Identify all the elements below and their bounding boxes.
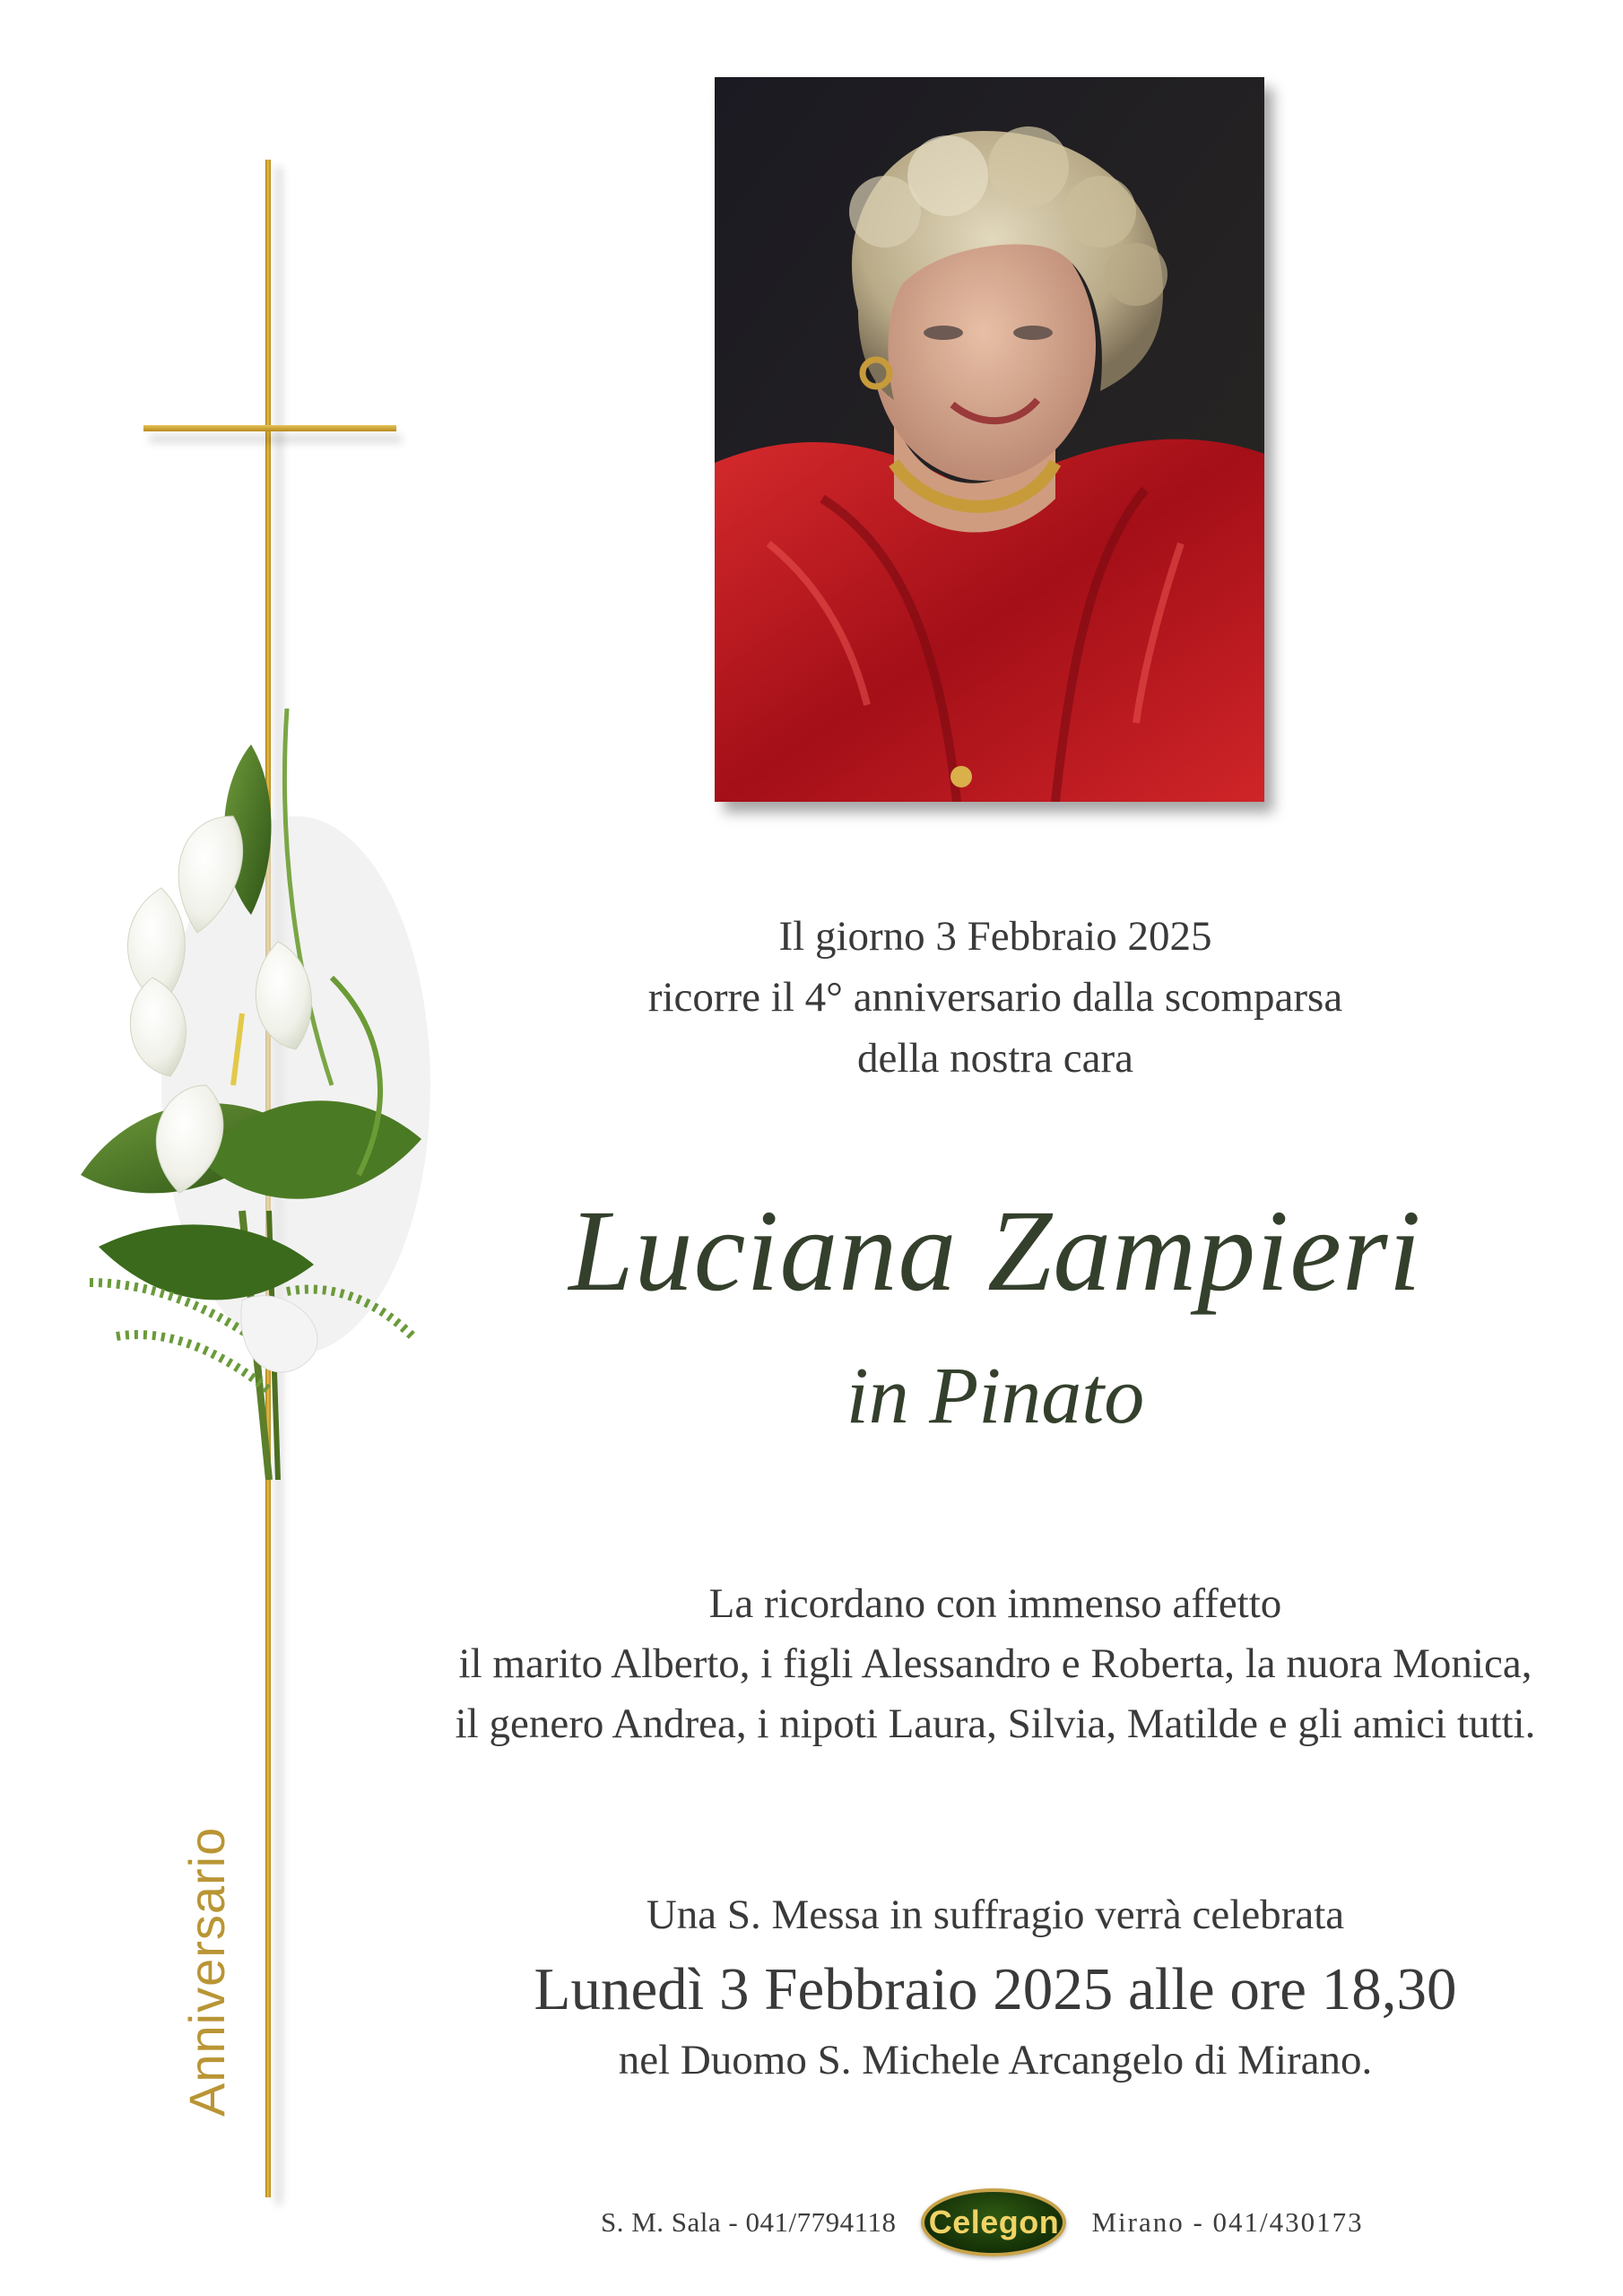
portrait-illustration — [715, 77, 1264, 802]
footer-contact-mirano: Mirano - 041/430173 — [1091, 2206, 1364, 2238]
mourners-line-2: il marito Alberto, i figli Alessandro e Roberta, la nuora Monica, — [458, 1640, 1532, 1687]
deceased-married-name: in Pinato — [846, 1352, 1145, 1440]
mass-place: nel Duomo S. Michele Arcangelo di Mirano. — [618, 2037, 1373, 2083]
intro-text — [395, 906, 1596, 1089]
intro-line-3: della nostra cara — [857, 1035, 1133, 1082]
intro-line-2: ricorre il 4° anniversario dalla scomparsa — [647, 974, 1343, 1021]
footer-contact-sala: S. M. Sala - 041/7794118 — [601, 2206, 897, 2238]
intro-line-1: Il giorno 3 Febbraio 2025 — [778, 913, 1212, 960]
deceased-name: Luciana Zampieri — [568, 1187, 1422, 1316]
footer — [601, 2187, 1408, 2258]
mass-date-time: Lunedì 3 Febbraio 2025 alle ore 18,30 — [534, 1956, 1457, 2022]
mourners-text — [395, 1574, 1596, 1754]
cross-horizontal-bar — [143, 425, 396, 431]
celegon-logo — [921, 2188, 1066, 2257]
calla-lily-bouquet-image — [63, 709, 439, 1480]
anniversary-side-label: Anniversario — [178, 1826, 235, 2117]
portrait-photo — [715, 77, 1264, 802]
celegon-logo-text: Celegon — [928, 2204, 1060, 2240]
mourners-line-3: il genero Andrea, i nipoti Laura, Silvia, Matilde e gli amici tutti. — [455, 1700, 1536, 1747]
mass-intro: Una S. Messa in suffragio verrà celebrata — [646, 1892, 1345, 1938]
mourners-line-1: La ricordano con immenso affetto — [708, 1580, 1282, 1627]
